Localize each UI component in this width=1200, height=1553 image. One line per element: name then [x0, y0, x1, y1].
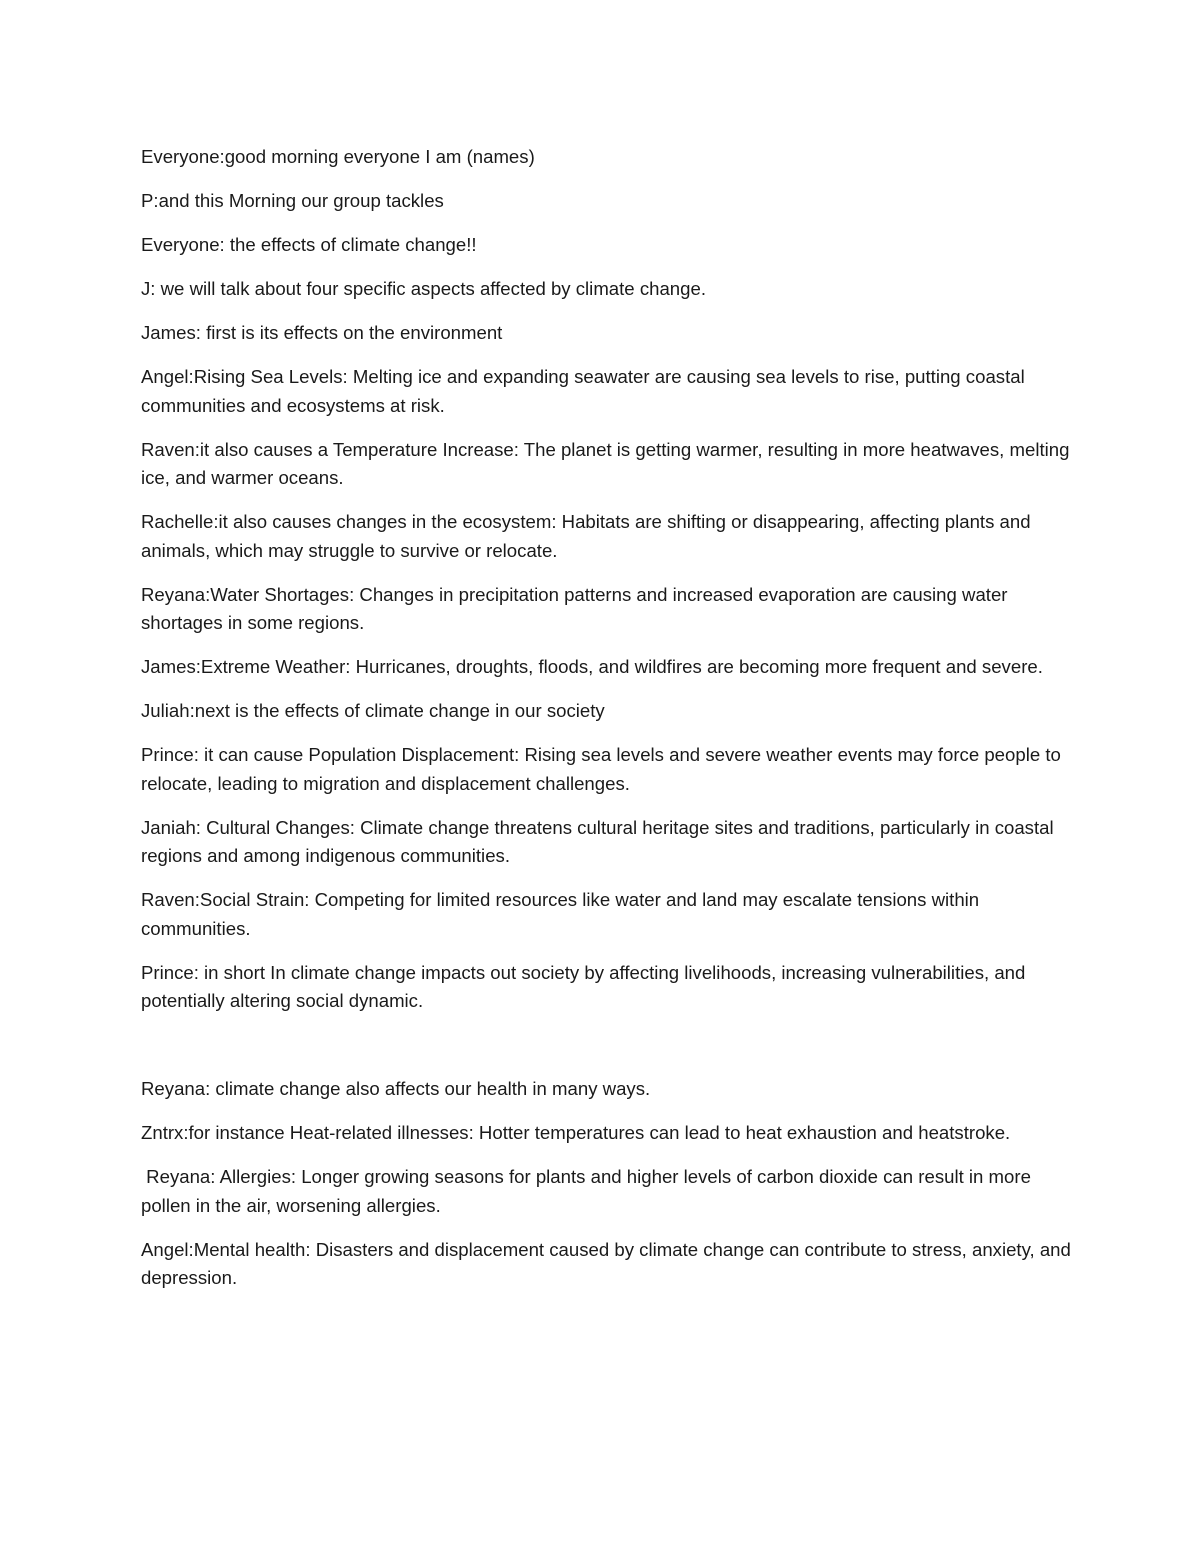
- paragraph: Prince: in short In climate change impacts out society by affecting livelihoods, increasing vulnerabilities, and potentially altering social dynamic.: [141, 961, 1031, 1011]
- paragraph: Everyone: the effects of climate change!!: [141, 234, 477, 255]
- paragraph: J: we will talk about four specific aspects affected by climate change.: [141, 278, 706, 299]
- paragraph: Prince: it can cause Population Displacement: Rising sea levels and severe weather events may force people to relocate, leading to migration and displacement challenges.: [141, 744, 1067, 794]
- document-body: [141, 143, 1077, 1308]
- blank-line: [141, 1031, 1071, 1060]
- paragraph: James:Extreme Weather: Hurricanes, droughts, floods, and wildfires are becoming more frequent and severe.: [141, 656, 1043, 677]
- paragraph: Angel:Mental health: Disasters and displacement caused by climate change can contribute to stress, anxiety, and depression.: [141, 1238, 1077, 1288]
- paragraph: Juliah:next is the effects of climate change in our society: [141, 700, 605, 721]
- paragraph: James: first is its effects on the environment: [141, 322, 503, 343]
- paragraph: Zntrx:for instance Heat-related illnesses: Hotter temperatures can lead to heat exhaustion and heatstroke.: [141, 1122, 1011, 1143]
- paragraph: Angel:Rising Sea Levels: Melting ice and expanding seawater are causing sea levels to rise, putting coastal communities and ecosystems at risk.: [141, 366, 1030, 416]
- paragraph: Reyana: climate change also affects our health in many ways.: [141, 1078, 651, 1099]
- paragraph: P:and this Morning our group tackles: [141, 190, 444, 211]
- paragraph: Janiah: Cultural Changes: Climate change threatens cultural heritage sites and traditions, particularly in coastal regions and among indigenous communities.: [141, 816, 1059, 866]
- paragraph: Rachelle:it also causes changes in the ecosystem: Habitats are shifting or disappearing, affecting plants and animals, which may struggle to survive or relocate.: [141, 511, 1036, 561]
- paragraph: Reyana: Allergies: Longer growing seasons for plants and higher levels of carbon dioxide can result in more pollen in the air, worsening allergies.: [141, 1166, 1037, 1216]
- paragraph: Everyone:good morning everyone I am (names): [141, 146, 535, 167]
- paragraph: Raven:Social Strain: Competing for limited resources like water and land may escalate tensions within communities.: [141, 889, 985, 939]
- paragraph: Reyana:Water Shortages: Changes in precipitation patterns and increased evaporation are causing water shortages in some regions.: [141, 583, 1013, 633]
- paragraph: Raven:it also causes a Temperature Increase: The planet is getting warmer, resulting in more heatwaves, melting ice, and warmer oceans.: [141, 438, 1075, 488]
